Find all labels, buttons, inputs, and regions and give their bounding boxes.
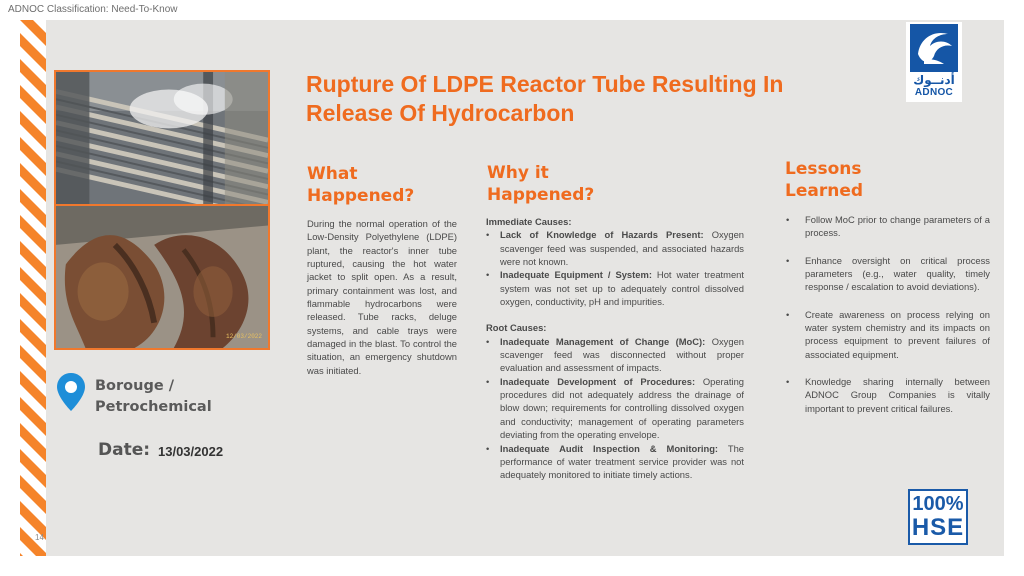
why-happened-section — [486, 215, 744, 482]
map-pin-icon — [56, 372, 86, 412]
immediate-causes-label: Immediate Causes: — [486, 216, 572, 227]
cause-text: Oxygen scavenger feed was disconnected without proper evaluation and assessment of impacts. — [500, 335, 745, 374]
page-title: Rupture Of LDPE Reactor Tube Resulting In Release Of Hydrocarbon — [306, 71, 784, 126]
location-line-2: Petrochemical — [95, 399, 212, 415]
falcon-icon — [910, 24, 958, 72]
cause-title: Inadequate Equipment / System: — [500, 269, 652, 281]
adnoc-logo — [906, 22, 962, 102]
classification-label: ADNOC Classification: Need-To-Know — [8, 4, 178, 15]
cause-title: Inadequate Management of Change (MoC): — [500, 335, 706, 347]
adnoc-arabic-wordmark: أدنــوك — [913, 73, 955, 87]
list-item: • Enhance oversight on critical process parameters (e.g., water quality, timely response / escalation to avoid deviations). — [786, 254, 990, 294]
list-item: • Follow MoC prior to change parameters of a process. — [786, 213, 990, 240]
adnoc-wordmark: ADNOC — [914, 87, 954, 98]
list-item — [486, 335, 744, 375]
cause-title: Inadequate Audit Inspection & Monitoring: — [500, 442, 719, 454]
root-causes-label: Root Causes: — [486, 322, 547, 334]
why-happened-heading — [487, 162, 627, 206]
hse-percent-text: 100% — [912, 493, 964, 515]
list-item — [486, 375, 744, 442]
root-causes-list — [486, 335, 744, 482]
date-label: Date: — [98, 440, 151, 460]
cause-title: Inadequate Development of Procedures: — [500, 375, 696, 387]
photo-date-stamp: 12/03/2022 — [225, 333, 262, 340]
location-line-1: Borouge / — [95, 378, 175, 394]
what-happened-heading — [307, 163, 447, 207]
what-happened-text: During the normal operation of the Low-Density Polyethylene (LDPE) plant, the reactor's inner tube ruptured, causing the hot water jacket to split open. As a result, primary containment was lost, and flammable hydrocarbons were released. Tube racks, deluge systems, and cable trays were damaged in the blast. To control the situation, an emergency shutdown was initiated. — [307, 218, 457, 376]
slide — [20, 20, 1004, 556]
list-item: • Create awareness on process relying on water system chemistry and its impacts on process equipment to prevent failures of associated equipment. — [786, 308, 990, 361]
date-value: 13/03/2022 — [158, 444, 224, 459]
immediate-causes-list — [486, 228, 744, 308]
incident-photo-pipe-racks — [54, 70, 270, 216]
lessons-learned-heading — [785, 158, 905, 202]
incident-photo-ruptured-tube — [54, 204, 270, 350]
hse-word-text: HSE — [911, 514, 965, 541]
lessons-learned-list — [786, 213, 990, 429]
list-item — [486, 268, 744, 308]
cause-title: Lack of Knowledge of Hazards Present: — [500, 229, 704, 241]
cause-text: Operating procedures did not adequately address the drainage of blow down; requirements for controlling dissolved oxygen and conductivity; management of operating parameters deviating from the operating envelope. — [500, 375, 744, 441]
hazard-stripes — [20, 20, 46, 556]
list-item — [486, 442, 744, 482]
list-item: • Knowledge sharing internally between ADNOC Group Companies is vitally important to prevent critical failures. — [786, 375, 990, 415]
why-happened-heading-text: Why it Happened? — [487, 163, 595, 205]
cause-text: Oxygen scavenger feed was suspended, and associated hazards were not known. — [500, 229, 744, 268]
cause-text: The performance of water treatment service provider was not adequately monitored to initiate timely actions. — [500, 442, 744, 481]
page-number: 14 — [35, 533, 44, 542]
lessons-learned-heading-text: Lessons Learned — [785, 159, 864, 201]
list-item — [486, 228, 744, 268]
what-happened-heading-text: What Happened? — [307, 164, 415, 206]
location-label — [95, 376, 212, 418]
hse-100-badge — [908, 489, 968, 545]
cause-text: Hot water treatment system was not set up to adequately control dissolved oxygen, conductivity, pH and impurities. — [500, 269, 744, 308]
